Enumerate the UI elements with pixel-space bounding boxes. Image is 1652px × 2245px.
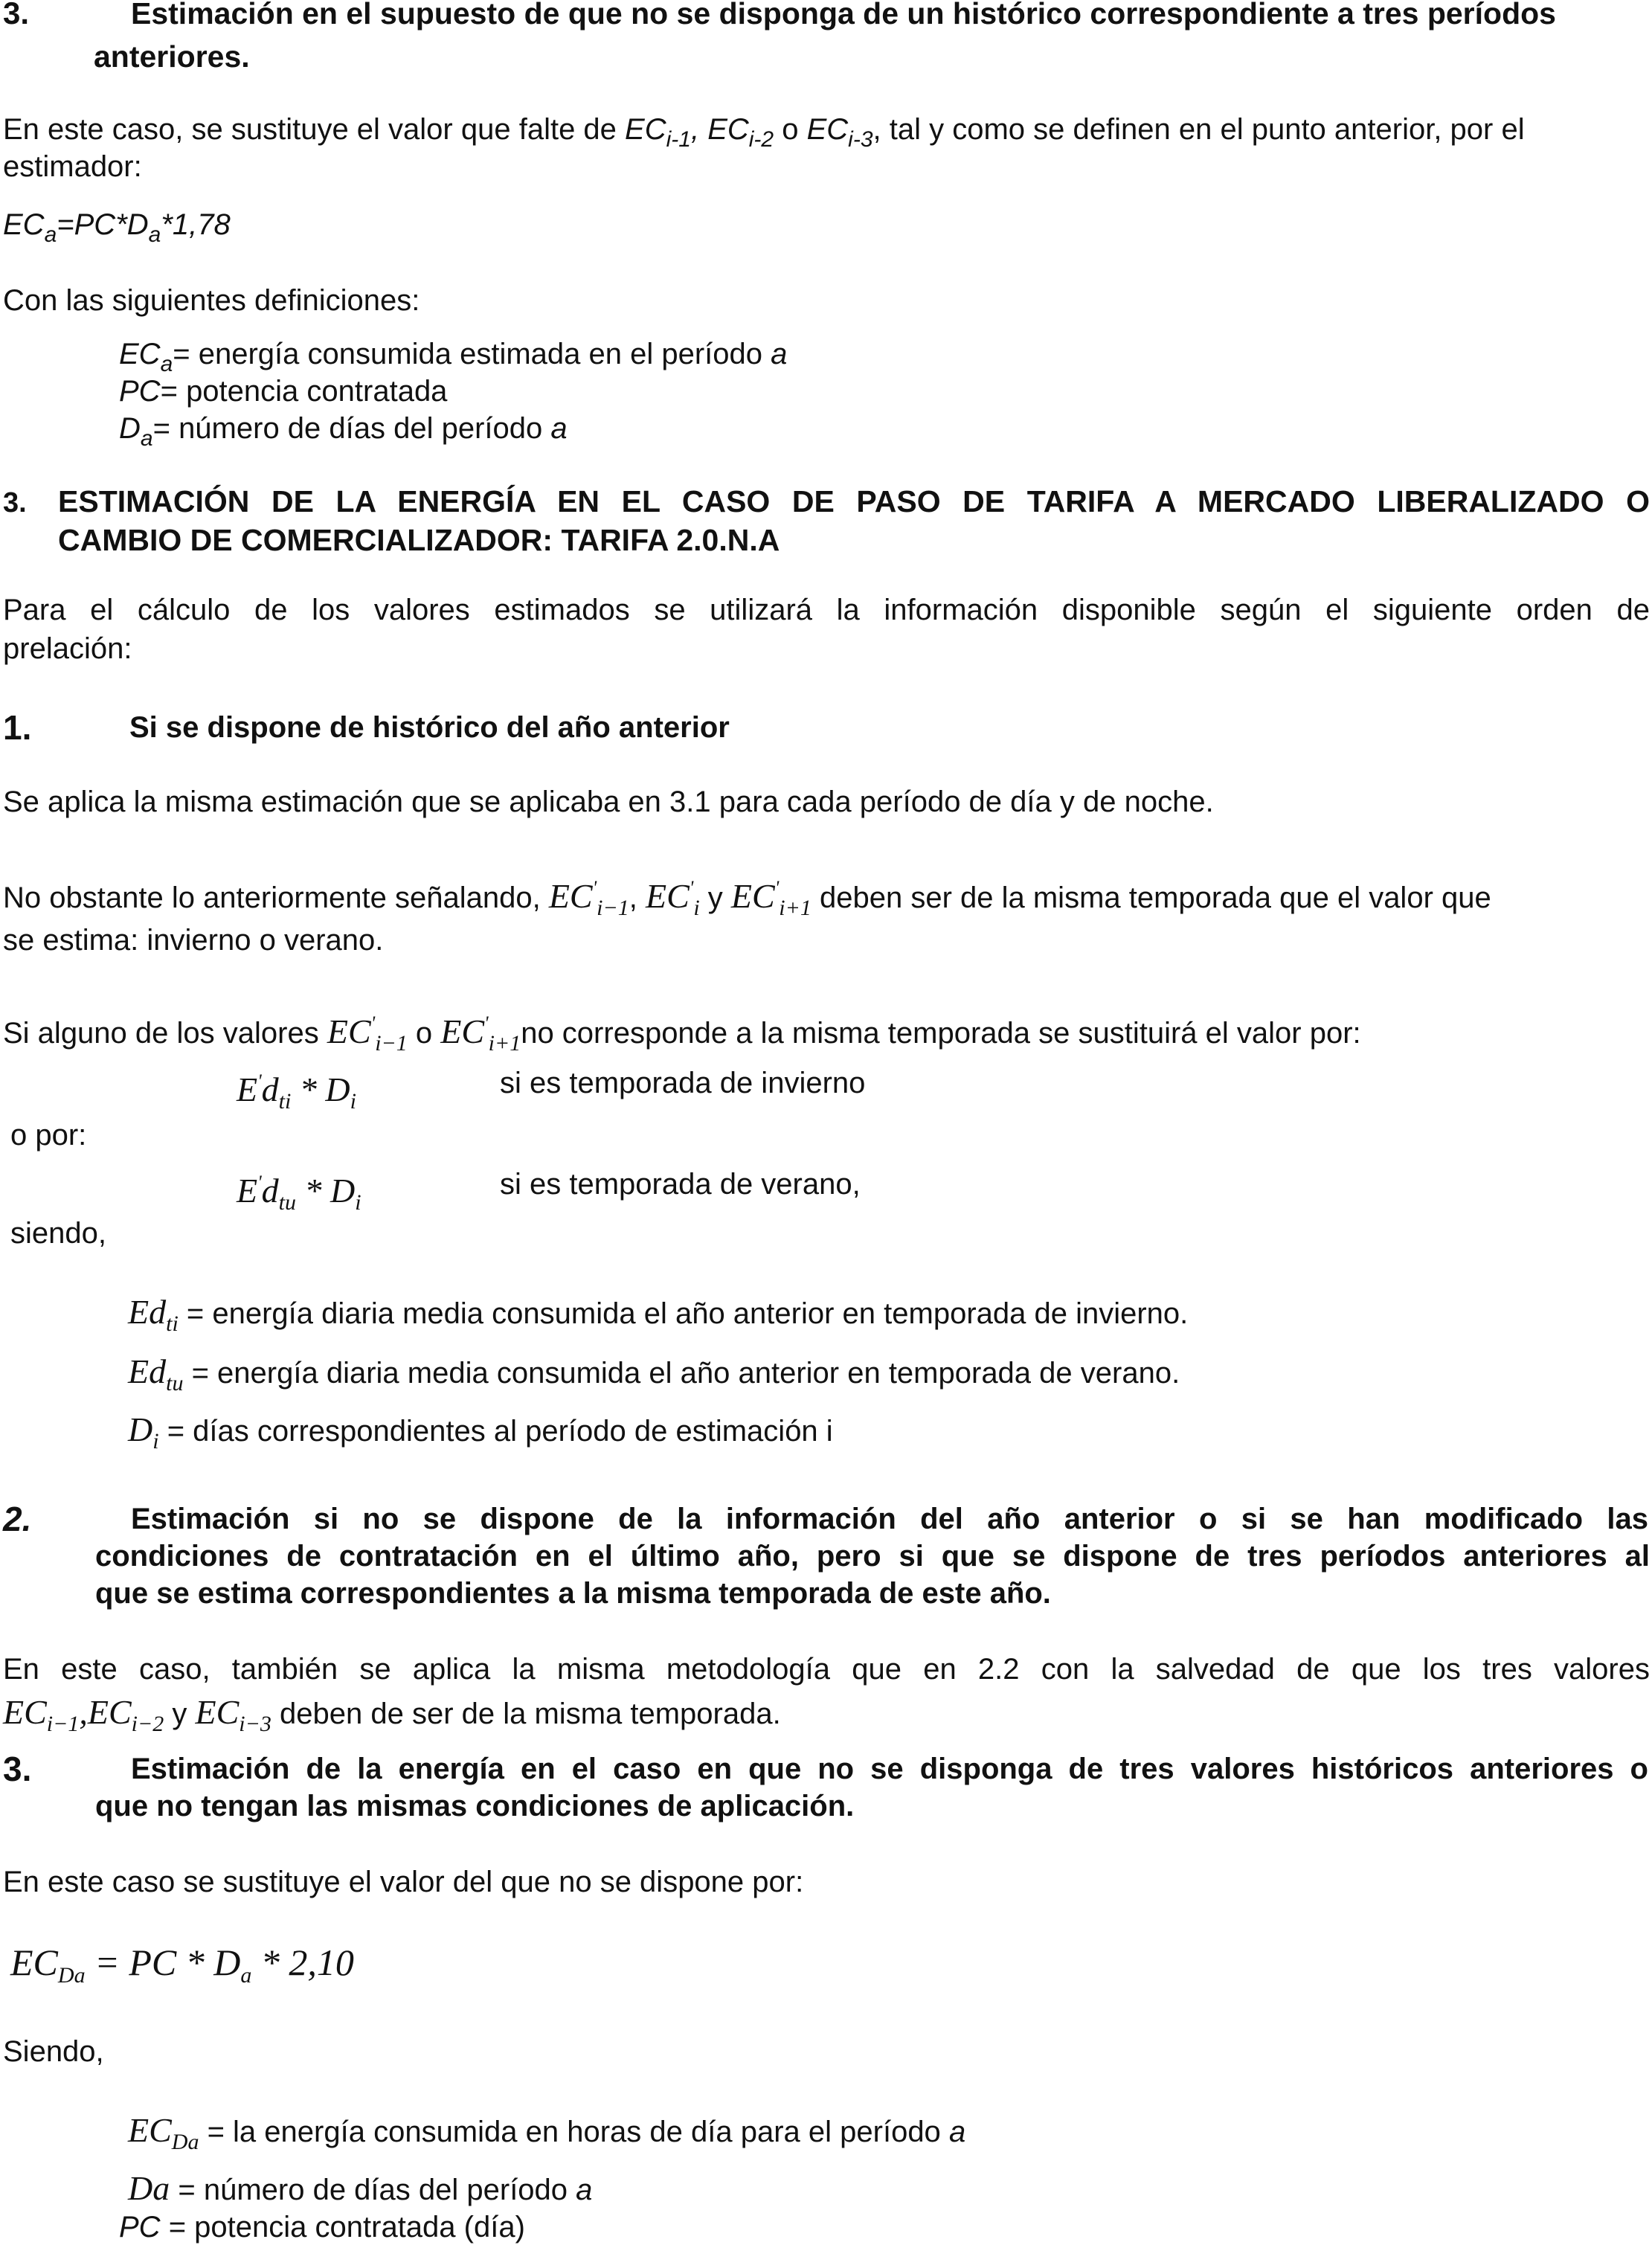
paragraph-line: Con las siguientes definiciones: [3,284,420,317]
paragraph-line: se estima: invierno o verano. [3,924,384,957]
paragraph-line: siendo, [10,1217,106,1250]
paragraph-line: En este caso, se sustituye el valor que falte de $EC_{i-1}$, $EC_{i-2}$ o $EC_{i-3}$, tal y como se definen en el punto anterior, por el [3,113,1525,152]
definition-line: $EC_a=$ energía consumida estimada en el período a [119,338,788,376]
definition-line: $Ed_{ti}$ = energía diaria media consumida el año anterior en temporada de invierno. [128,1293,1189,1336]
formula: $EC_{Da}$ = PC * $D_a * 2,10$ [10,1942,354,1988]
formula: $EC_a=PC*D_a*1,78$ [3,208,231,247]
item-title-line: que se estima correspondientes a la misma temporada de este año. [95,1577,1051,1610]
condition-text: si es temporada de invierno [500,1067,866,1099]
item-title-line: que no tengan las mismas condiciones de aplicación. [95,1790,855,1822]
item-number: 1. [3,708,32,747]
item-title: Si se dispone de histórico del año anterior [129,711,730,744]
formula: $E'd_{tu} * D_i$ [237,1172,361,1215]
item-title-line: condiciones de contratación en el último año, pero si que se dispone de tres períodos anteriores al [95,1540,1650,1573]
section-title-line: anteriores. [94,39,250,74]
section-number: 3. [3,0,30,30]
definition-line: $D_a=$ número de días del período a [119,412,568,451]
paragraph-line: $EC_{i-1},EC_{i-2}$ y $EC_{i-3}$ deben de ser de la misma temporada. [3,1693,781,1736]
paragraph-line: En este caso se sustituye el valor del que no se dispone por: [3,1866,804,1898]
definition-line: $EC_{Da}$ = la energía consumida en horas de día para el período a [128,2111,966,2154]
item-number: 3. [3,1750,32,1788]
paragraph-line: Se aplica la misma estimación que se aplicaba en 3.1 para cada período de día y de noche. [3,786,1214,818]
paragraph-line: Si alguno de los valores $EC'_{i-1}$ o $EC'_{i+1}no$ corresponde a la misma temporada se sustituirá el valor por: [3,1012,1361,1056]
section-title-line: ESTIMACIÓN DE LA ENERGÍA EN EL CASO DE PASO DE TARIFA A MERCADO LIBERALIZADO O [58,484,1650,518]
paragraph-line: Siendo, [3,2035,104,2068]
definition-line: Da = número de días del período a [128,2169,593,2207]
paragraph-line: o por: [10,1119,87,1152]
item-title-line: Estimación si no se dispone de la información del año anterior o si se han modificado las [131,1503,1648,1535]
formula: $E'd_{ti} * D_i$ [237,1070,356,1114]
condition-text: si es temporada de verano, [500,1168,861,1201]
paragraph-line: prelación: [3,632,132,665]
section-number: 3. [3,487,27,518]
definition-line: $Ed_{tu}$ = energía diaria media consumida el año anterior en temporada de verano. [128,1352,1180,1396]
paragraph-line: En este caso, también se aplica la misma metodología que en 2.2 con la salvedad de que los tres valores [3,1653,1650,1686]
paragraph-line: No obstante lo anteriormente señalando, $EC'_{i-1}$, $EC'_i$ y $EC'_{i+1}$ deben ser de la misma temporada que el valor que [3,877,1491,920]
paragraph-line: estimador: [3,150,142,183]
item-number: 2. [3,1500,32,1538]
item-title-line: Estimación de la energía en el caso en que no se disponga de tres valores históricos anteriores o [131,1753,1648,1785]
definition-line: PC = potencia contratada (día) [119,2211,525,2244]
definition-line: PC= potencia contratada [119,375,448,408]
section-title-line: CAMBIO DE COMERCIALIZADOR: TARIFA 2.0.N.A [58,523,780,557]
paragraph-line: Para el cálculo de los valores estimados se utilizará la información disponible según el siguiente orden de [3,594,1650,626]
section-title-line: Estimación en el supuesto de que no se disponga de un histórico correspondiente a tres períodos [131,0,1556,30]
definition-line: $D_i$ = días correspondientes al período de estimación i [128,1410,833,1454]
